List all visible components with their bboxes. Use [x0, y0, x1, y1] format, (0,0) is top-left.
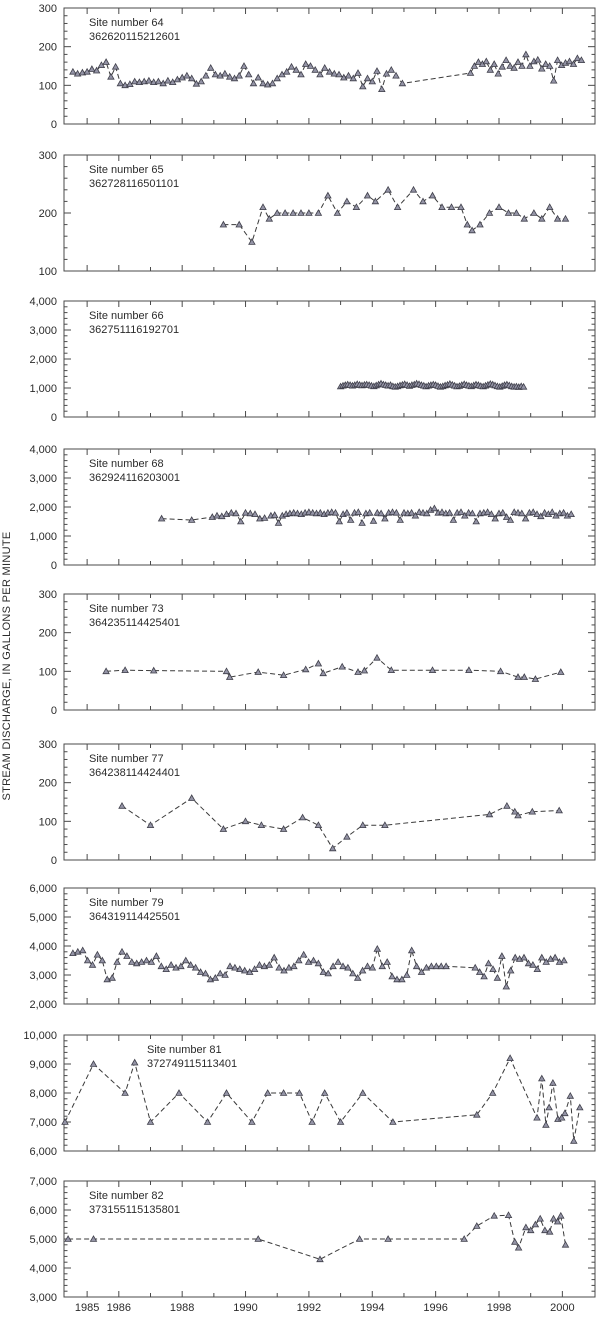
triangle-marker	[513, 210, 519, 216]
triangle-marker	[90, 1061, 96, 1067]
triangle-marker	[345, 73, 351, 79]
triangle-marker	[208, 65, 214, 71]
triangle-marker	[423, 965, 429, 971]
triangle-marker	[523, 516, 529, 522]
triangle-marker	[223, 668, 229, 674]
triangle-marker	[309, 1119, 315, 1125]
triangle-marker	[119, 803, 125, 809]
triangle-marker	[566, 58, 572, 64]
triangle-marker	[558, 1213, 564, 1219]
y-tick-label: 4,000	[29, 1263, 57, 1275]
triangle-marker	[477, 222, 483, 228]
y-tick-label: 7,000	[29, 1117, 57, 1129]
triangle-marker	[558, 669, 564, 675]
triangle-marker	[80, 947, 86, 953]
triangle-marker	[503, 57, 509, 63]
triangle-marker	[260, 204, 266, 210]
y-tick-label: 200	[38, 208, 57, 220]
site-id-label: 362751116192701	[89, 324, 180, 336]
panel-site-82	[29, 1176, 595, 1314]
site-label: Site number 81	[147, 1044, 222, 1056]
site-id-label: 372749115113401	[147, 1058, 238, 1070]
triangle-marker	[103, 59, 109, 65]
triangle-marker	[250, 80, 256, 86]
triangle-marker	[353, 204, 359, 210]
triangle-marker	[486, 210, 492, 216]
site-label: Site number 68	[89, 458, 164, 470]
triangle-marker	[198, 78, 204, 84]
site-label: Site number 73	[89, 603, 164, 615]
triangle-marker	[429, 193, 435, 199]
triangle-marker	[344, 510, 350, 516]
y-tick-label: 4,000	[29, 941, 57, 953]
y-tick-label: 10,000	[23, 1030, 57, 1042]
data-line	[223, 190, 565, 242]
triangle-marker	[300, 814, 306, 820]
triangle-marker	[129, 959, 135, 965]
y-tick-label: 200	[38, 777, 57, 790]
triangle-marker	[303, 666, 309, 672]
triangle-marker	[473, 518, 479, 524]
triangle-marker	[143, 957, 149, 963]
triangle-marker	[236, 222, 242, 228]
triangle-marker	[223, 1090, 229, 1096]
triangle-marker	[147, 822, 153, 828]
y-tick-label: 0	[50, 705, 57, 717]
triangle-marker	[546, 1104, 552, 1110]
triangle-marker	[217, 970, 223, 976]
y-tick-label: 1,000	[29, 531, 57, 543]
y-tick-label: 2,000	[29, 999, 57, 1011]
triangle-marker	[507, 1055, 513, 1061]
data-line	[106, 658, 561, 679]
triangle-marker	[384, 959, 390, 965]
triangle-marker	[550, 1216, 556, 1222]
triangle-marker	[562, 1110, 568, 1116]
triangle-marker	[374, 946, 380, 952]
x-tick-label: 1990	[233, 1302, 258, 1314]
triangle-marker	[168, 962, 174, 968]
triangle-marker	[336, 71, 342, 77]
y-tick-label: 300	[38, 3, 57, 15]
panel-site-65	[39, 150, 595, 278]
triangle-marker	[275, 520, 281, 526]
panel-site-79	[29, 883, 595, 1011]
site-label: Site number 65	[89, 164, 164, 176]
triangle-marker	[153, 953, 159, 959]
triangle-marker	[374, 68, 380, 74]
triangle-marker	[420, 198, 426, 204]
triangle-marker	[561, 957, 567, 963]
triangle-marker	[241, 63, 247, 69]
triangle-marker	[176, 1090, 182, 1096]
triangle-marker	[397, 517, 403, 523]
panel-site-64	[39, 3, 595, 131]
triangle-marker	[360, 83, 366, 89]
y-tick-label: 100	[38, 266, 57, 278]
triangle-marker	[335, 959, 341, 965]
y-tick-label: 9,000	[29, 1059, 57, 1071]
triangle-marker	[246, 71, 252, 77]
data-markers	[159, 505, 575, 525]
triangle-marker	[516, 1245, 522, 1251]
x-tick-label: 1986	[106, 1302, 132, 1314]
triangle-marker	[265, 1090, 271, 1096]
triangle-marker	[547, 204, 553, 210]
triangle-marker	[255, 75, 261, 81]
y-tick-label: 300	[38, 739, 57, 751]
x-tick-label: 1985	[74, 1302, 100, 1314]
x-tick-label: 2000	[550, 1302, 575, 1314]
triangle-marker	[552, 955, 558, 961]
triangle-marker	[338, 1119, 344, 1125]
triangle-marker	[348, 517, 354, 523]
y-tick-label: 4,000	[29, 444, 57, 456]
y-tick-label: 300	[38, 150, 57, 162]
triangle-marker	[414, 963, 420, 969]
triangle-marker	[410, 187, 416, 193]
x-tick-label: 1994	[360, 1302, 385, 1314]
triangle-marker	[370, 518, 376, 524]
panel-site-77	[39, 739, 595, 867]
triangle-marker	[266, 216, 272, 222]
y-tick-label: 5,000	[29, 912, 57, 924]
triangle-marker	[262, 515, 268, 521]
site-id-label: 364319114425501	[89, 911, 180, 923]
triangle-marker	[222, 71, 228, 77]
triangle-marker	[155, 78, 161, 84]
y-tick-label: 100	[38, 80, 57, 93]
triangle-marker	[119, 949, 125, 955]
triangle-marker	[499, 953, 505, 959]
triangle-marker	[385, 187, 391, 193]
triangle-marker	[490, 966, 496, 972]
site-label: Site number 79	[89, 897, 164, 909]
triangle-marker	[539, 1075, 545, 1081]
triangle-marker	[271, 955, 277, 961]
triangle-marker	[256, 962, 262, 968]
triangle-marker	[189, 795, 195, 801]
triangle-marker	[322, 1090, 328, 1096]
triangle-marker	[539, 955, 545, 961]
triangle-marker	[379, 86, 385, 92]
triangle-marker	[291, 963, 297, 969]
triangle-marker	[70, 69, 76, 75]
triangle-marker	[521, 216, 527, 222]
triangle-marker	[94, 952, 100, 958]
data-line	[65, 1058, 580, 1141]
panel-frame	[64, 1035, 595, 1151]
x-axis-labels	[75, 1302, 575, 1314]
triangle-marker	[395, 204, 401, 210]
triangle-marker	[504, 803, 510, 809]
site-label: Site number 64	[89, 17, 164, 29]
y-tick-label: 6,000	[29, 1205, 57, 1217]
triangle-marker	[512, 809, 518, 815]
y-tick-label: 200	[38, 41, 57, 54]
triangle-marker	[364, 75, 370, 81]
triangle-marker	[388, 67, 394, 73]
triangle-marker	[117, 80, 123, 86]
data-line	[68, 1215, 565, 1259]
triangle-marker	[310, 957, 316, 963]
triangle-marker	[109, 975, 115, 981]
y-tick-label: 7,000	[29, 1176, 57, 1188]
triangle-marker	[242, 818, 248, 824]
triangle-marker	[486, 811, 492, 817]
x-tick-label: 1996	[423, 1302, 448, 1314]
triangle-marker	[359, 520, 365, 526]
triangle-marker	[389, 973, 395, 979]
y-tick-label: 2,000	[29, 502, 57, 514]
triangle-marker	[355, 70, 361, 76]
triangle-marker	[431, 505, 437, 511]
triangle-marker	[508, 968, 514, 974]
site-label: Site number 66	[89, 310, 164, 322]
triangle-marker	[450, 517, 456, 523]
triangle-marker	[183, 957, 189, 963]
triangle-marker	[301, 952, 307, 958]
triangle-marker	[485, 960, 491, 966]
triangle-marker	[258, 822, 264, 828]
triangle-marker	[204, 1119, 210, 1125]
triangle-marker	[315, 822, 321, 828]
triangle-marker	[474, 1223, 480, 1229]
triangle-marker	[252, 511, 258, 516]
triangle-marker	[469, 227, 475, 233]
x-tick-label: 1998	[486, 1302, 512, 1314]
triangle-marker	[364, 963, 370, 969]
data-markers	[70, 946, 567, 989]
y-tick-label: 0	[50, 855, 57, 867]
x-tick-label: 1988	[169, 1302, 195, 1314]
triangle-marker	[531, 210, 537, 216]
triangle-marker	[336, 518, 342, 524]
triangle-marker	[577, 1104, 583, 1110]
triangle-marker	[539, 216, 545, 222]
y-tick-label: 6,000	[29, 883, 57, 895]
y-tick-label: 200	[38, 627, 57, 640]
y-tick-label: 0	[50, 119, 57, 131]
panel-site-66	[29, 296, 595, 424]
triangle-marker	[360, 1090, 366, 1096]
triangle-marker	[344, 834, 350, 840]
triangle-marker	[255, 669, 261, 675]
data-markers	[220, 187, 568, 245]
site-id-label: 362728116501101	[89, 178, 180, 190]
triangle-marker	[288, 64, 294, 69]
triangle-marker	[357, 1236, 363, 1242]
triangle-marker	[320, 670, 326, 676]
triangle-marker	[483, 58, 489, 64]
triangle-marker	[562, 1242, 568, 1248]
data-markers	[65, 1212, 569, 1262]
triangle-marker	[339, 664, 345, 670]
panel-site-81	[23, 1030, 595, 1158]
y-tick-label: 3,000	[29, 473, 57, 485]
triangle-marker	[409, 947, 415, 953]
triangle-marker	[114, 959, 120, 965]
triangle-marker	[521, 955, 527, 961]
triangle-marker	[515, 59, 521, 65]
triangle-marker	[542, 1227, 548, 1233]
triangle-marker	[236, 73, 242, 79]
triangle-marker	[490, 1090, 496, 1096]
triangle-marker	[523, 1224, 529, 1230]
triangle-marker	[146, 78, 152, 84]
triangle-marker	[276, 965, 282, 971]
triangle-marker	[487, 67, 493, 73]
y-tick-label: 100	[38, 816, 57, 829]
triangle-marker	[404, 972, 410, 978]
site-label: Site number 77	[89, 753, 164, 765]
triangle-marker	[550, 1080, 556, 1086]
y-tick-label: 8,000	[29, 1088, 57, 1100]
triangle-marker	[537, 1216, 543, 1222]
triangle-marker	[499, 64, 505, 69]
triangle-marker	[85, 957, 91, 963]
triangle-marker	[534, 1115, 540, 1121]
triangle-marker	[184, 73, 190, 79]
triangle-marker	[325, 193, 331, 199]
triangle-marker	[203, 73, 209, 79]
triangle-marker	[567, 1093, 573, 1099]
triangle-marker	[113, 64, 119, 69]
triangle-marker	[495, 71, 501, 77]
panel-site-68	[29, 444, 595, 572]
triangle-marker	[374, 655, 380, 661]
y-tick-label: 2,000	[29, 354, 57, 366]
site-label: Site number 82	[89, 1190, 164, 1202]
y-tick-label: 6,000	[29, 1146, 57, 1158]
site-id-label: 364235114425401	[89, 617, 180, 629]
y-tick-label: 0	[50, 412, 57, 424]
triangle-marker	[390, 1119, 396, 1125]
data-line	[73, 949, 564, 987]
y-tick-label: 100	[38, 666, 57, 679]
triangle-marker	[108, 74, 114, 80]
triangle-marker	[551, 78, 557, 84]
triangle-marker	[158, 963, 164, 969]
site-id-label: 364238114424401	[89, 767, 180, 779]
triangle-marker	[505, 1212, 511, 1218]
triangle-marker	[315, 210, 321, 216]
triangle-marker	[393, 73, 399, 79]
data-markers	[338, 381, 527, 390]
y-tick-label: 3,000	[29, 325, 57, 337]
triangle-marker	[315, 661, 321, 667]
triangle-marker	[491, 61, 497, 67]
triangle-marker	[523, 51, 529, 57]
data-line	[122, 798, 559, 848]
data-markers	[103, 655, 564, 682]
triangle-marker	[286, 965, 292, 971]
triangle-marker	[303, 61, 309, 67]
triangle-marker	[555, 57, 561, 63]
triangle-marker	[238, 518, 244, 524]
triangle-marker	[549, 509, 555, 514]
triangle-marker	[227, 963, 233, 969]
triangle-marker	[322, 65, 328, 71]
triangle-marker	[571, 1138, 577, 1144]
triangle-marker	[496, 204, 502, 210]
triangle-marker	[543, 1122, 549, 1128]
data-markers	[70, 51, 585, 91]
triangle-marker	[320, 969, 326, 975]
y-tick-label: 0	[50, 560, 57, 572]
triangle-marker	[344, 198, 350, 204]
triangle-marker	[467, 70, 473, 76]
triangle-marker	[494, 975, 500, 981]
panel-site-73	[39, 589, 595, 717]
site-id-label: 362620115212601	[89, 31, 180, 43]
y-tick-label: 4,000	[29, 296, 57, 308]
triangle-marker	[364, 193, 370, 199]
triangle-marker	[89, 66, 95, 72]
triangle-marker	[165, 78, 171, 84]
triangle-marker	[568, 511, 574, 516]
y-tick-label: 1,000	[29, 383, 57, 395]
y-tick-label: 3,000	[29, 1292, 57, 1304]
y-tick-label: 5,000	[29, 1234, 57, 1246]
triangle-marker	[512, 1239, 518, 1245]
y-axis-title: STREAM DISCHARGE, IN GALLONS PER MINUTE	[1, 531, 13, 801]
site-id-label: 362924116203001	[89, 472, 180, 484]
triangle-marker	[503, 984, 509, 990]
triangle-marker	[132, 1060, 138, 1066]
triangle-marker	[535, 57, 541, 63]
y-tick-label: 300	[38, 589, 57, 601]
triangle-marker	[464, 222, 470, 228]
site-id-label: 373155115135801	[89, 1204, 180, 1216]
x-tick-label: 1992	[296, 1302, 322, 1314]
triangle-marker	[266, 962, 272, 968]
y-tick-label: 3,000	[29, 970, 57, 982]
